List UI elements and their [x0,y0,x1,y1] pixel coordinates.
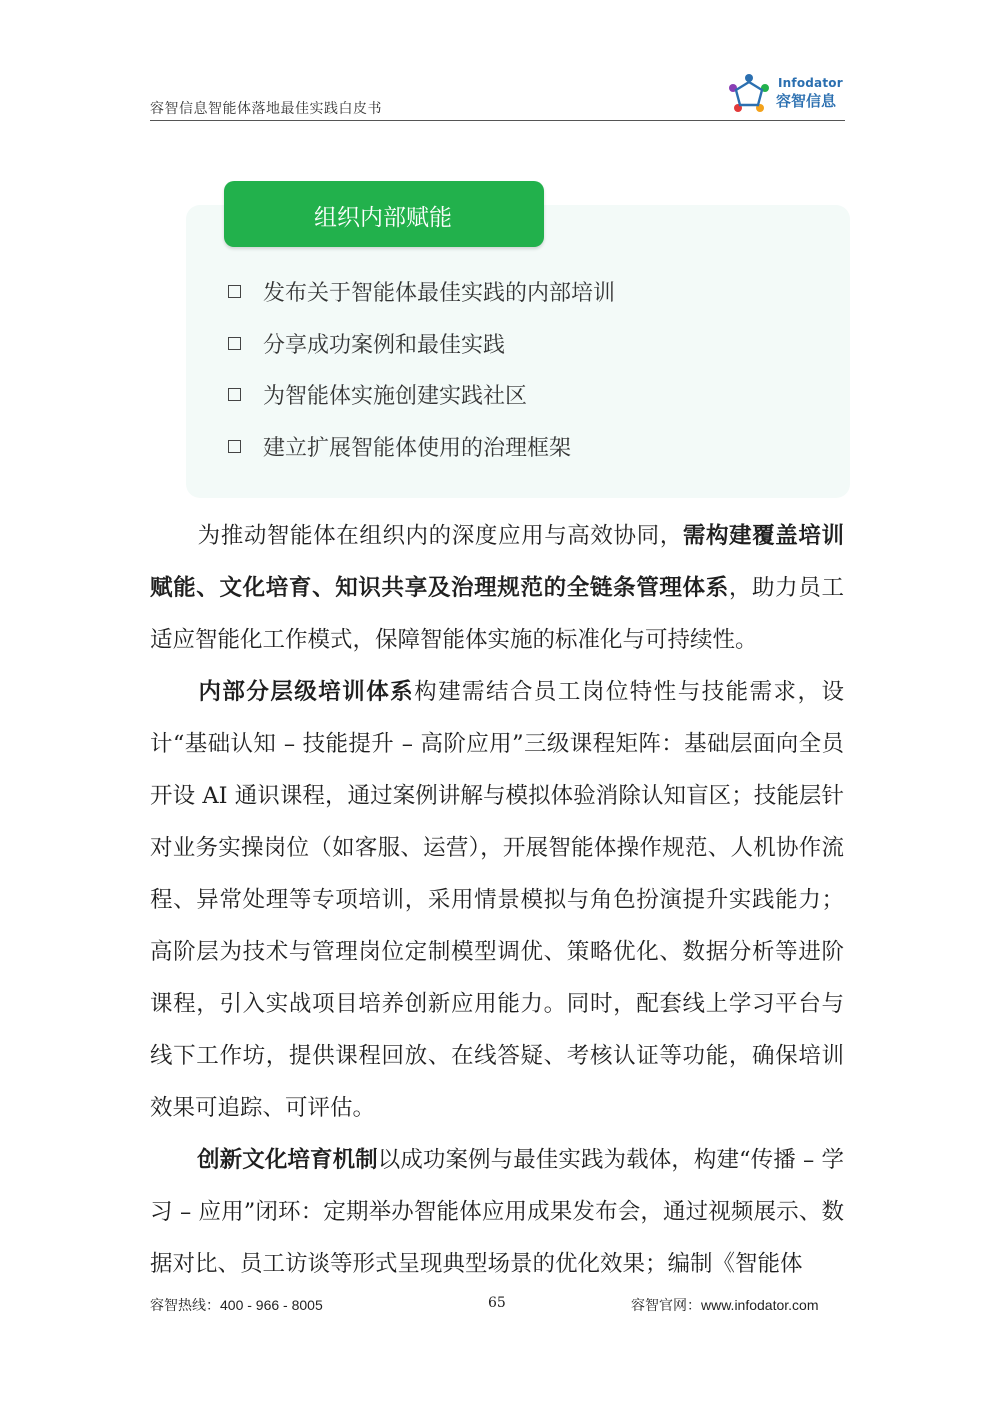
checkbox-icon [228,285,241,298]
paragraph-intro-tail: ，助力员工适应智能化工作模式，保障智能体实施的标准化与可持续性。 [150,575,844,653]
footer-website-label: 容智官网： [631,1298,701,1314]
paragraph-culture-heading: 创新文化培育机制 [197,1147,378,1173]
page-header-title: 容智信息智能体落地最佳实践白皮书 [150,101,382,117]
page-number: 65 [488,1295,506,1311]
paragraph-culture [150,1134,844,1290]
logo-mark-icon [726,72,772,118]
header-divider [150,120,845,121]
footer-hotline-number: 400 - 966 - 8005 [220,1297,323,1313]
paragraph-culture-body: 以成功案例与最佳实践为载体，构建“传播 – 学习 – 应用”闭环：定期举办智能体应用成果发布会，通过视频展示、数据对比、员工访谈等形式呈现典型场景的优化效果；编制《智能体 [150,1147,844,1277]
footer-hotline-label: 容智热线： [150,1298,220,1314]
company-logo [726,70,846,118]
paragraph-training-heading: 内部分层级培训体系 [197,679,415,705]
paragraph-training-body: 构建需结合员工岗位特性与技能需求，设计“基础认知 – 技能提升 – 高阶应用”三级课程矩阵：基础层面向全员开设 AI 通识课程，通过案例讲解与模拟体验消除认知盲区；技能层针对业务实操岗位（如客服、运营），开展智能体操作规范、人机协作流程、异常处理等专项培训，采用情景模拟与角色扮演提升实践能力；高阶层为技术与管理岗位定制模型调优、策略优化、数据分析等进阶课程，引入实战项目培养创新应用能力。同时，配套线上学习平台与线下工作坊，提供课程回放、在线答疑、考核认证等功能，确保培训效果可追踪、可评估。 [150,679,844,1121]
footer-website [631,1295,819,1315]
card-title: 组织内部赋能 [314,205,452,231]
logo-chinese-name: 容智信息 [776,92,837,110]
card-title-tab [224,181,544,247]
checklist [226,266,615,472]
logo-english-name: Infodator [778,76,843,90]
list-item-text: 建立扩展智能体使用的治理框架 [263,435,572,461]
list-item [226,266,615,318]
list-item [226,318,615,370]
list-item-text: 发布关于智能体最佳实践的内部培训 [263,281,616,307]
list-item [226,369,615,421]
footer-website-url: www.infodator.com [701,1297,819,1313]
checkbox-icon [228,440,241,453]
paragraph-intro [150,510,844,666]
paragraph-intro-emphasis: 需构建覆盖培训赋能、文化培育、知识共享及治理规范的全链条管理体系 [150,523,844,601]
list-item [226,421,615,473]
paragraph-training [150,666,844,1134]
paragraph-intro-lead: 为推动智能体在组织内的深度应用与高效协同， [197,523,683,549]
list-item-text: 为智能体实施创建实践社区 [263,384,528,410]
checkbox-icon [228,337,241,350]
list-item-text: 分享成功案例和最佳实践 [263,332,506,358]
footer-hotline [150,1295,323,1315]
checkbox-icon [228,388,241,401]
